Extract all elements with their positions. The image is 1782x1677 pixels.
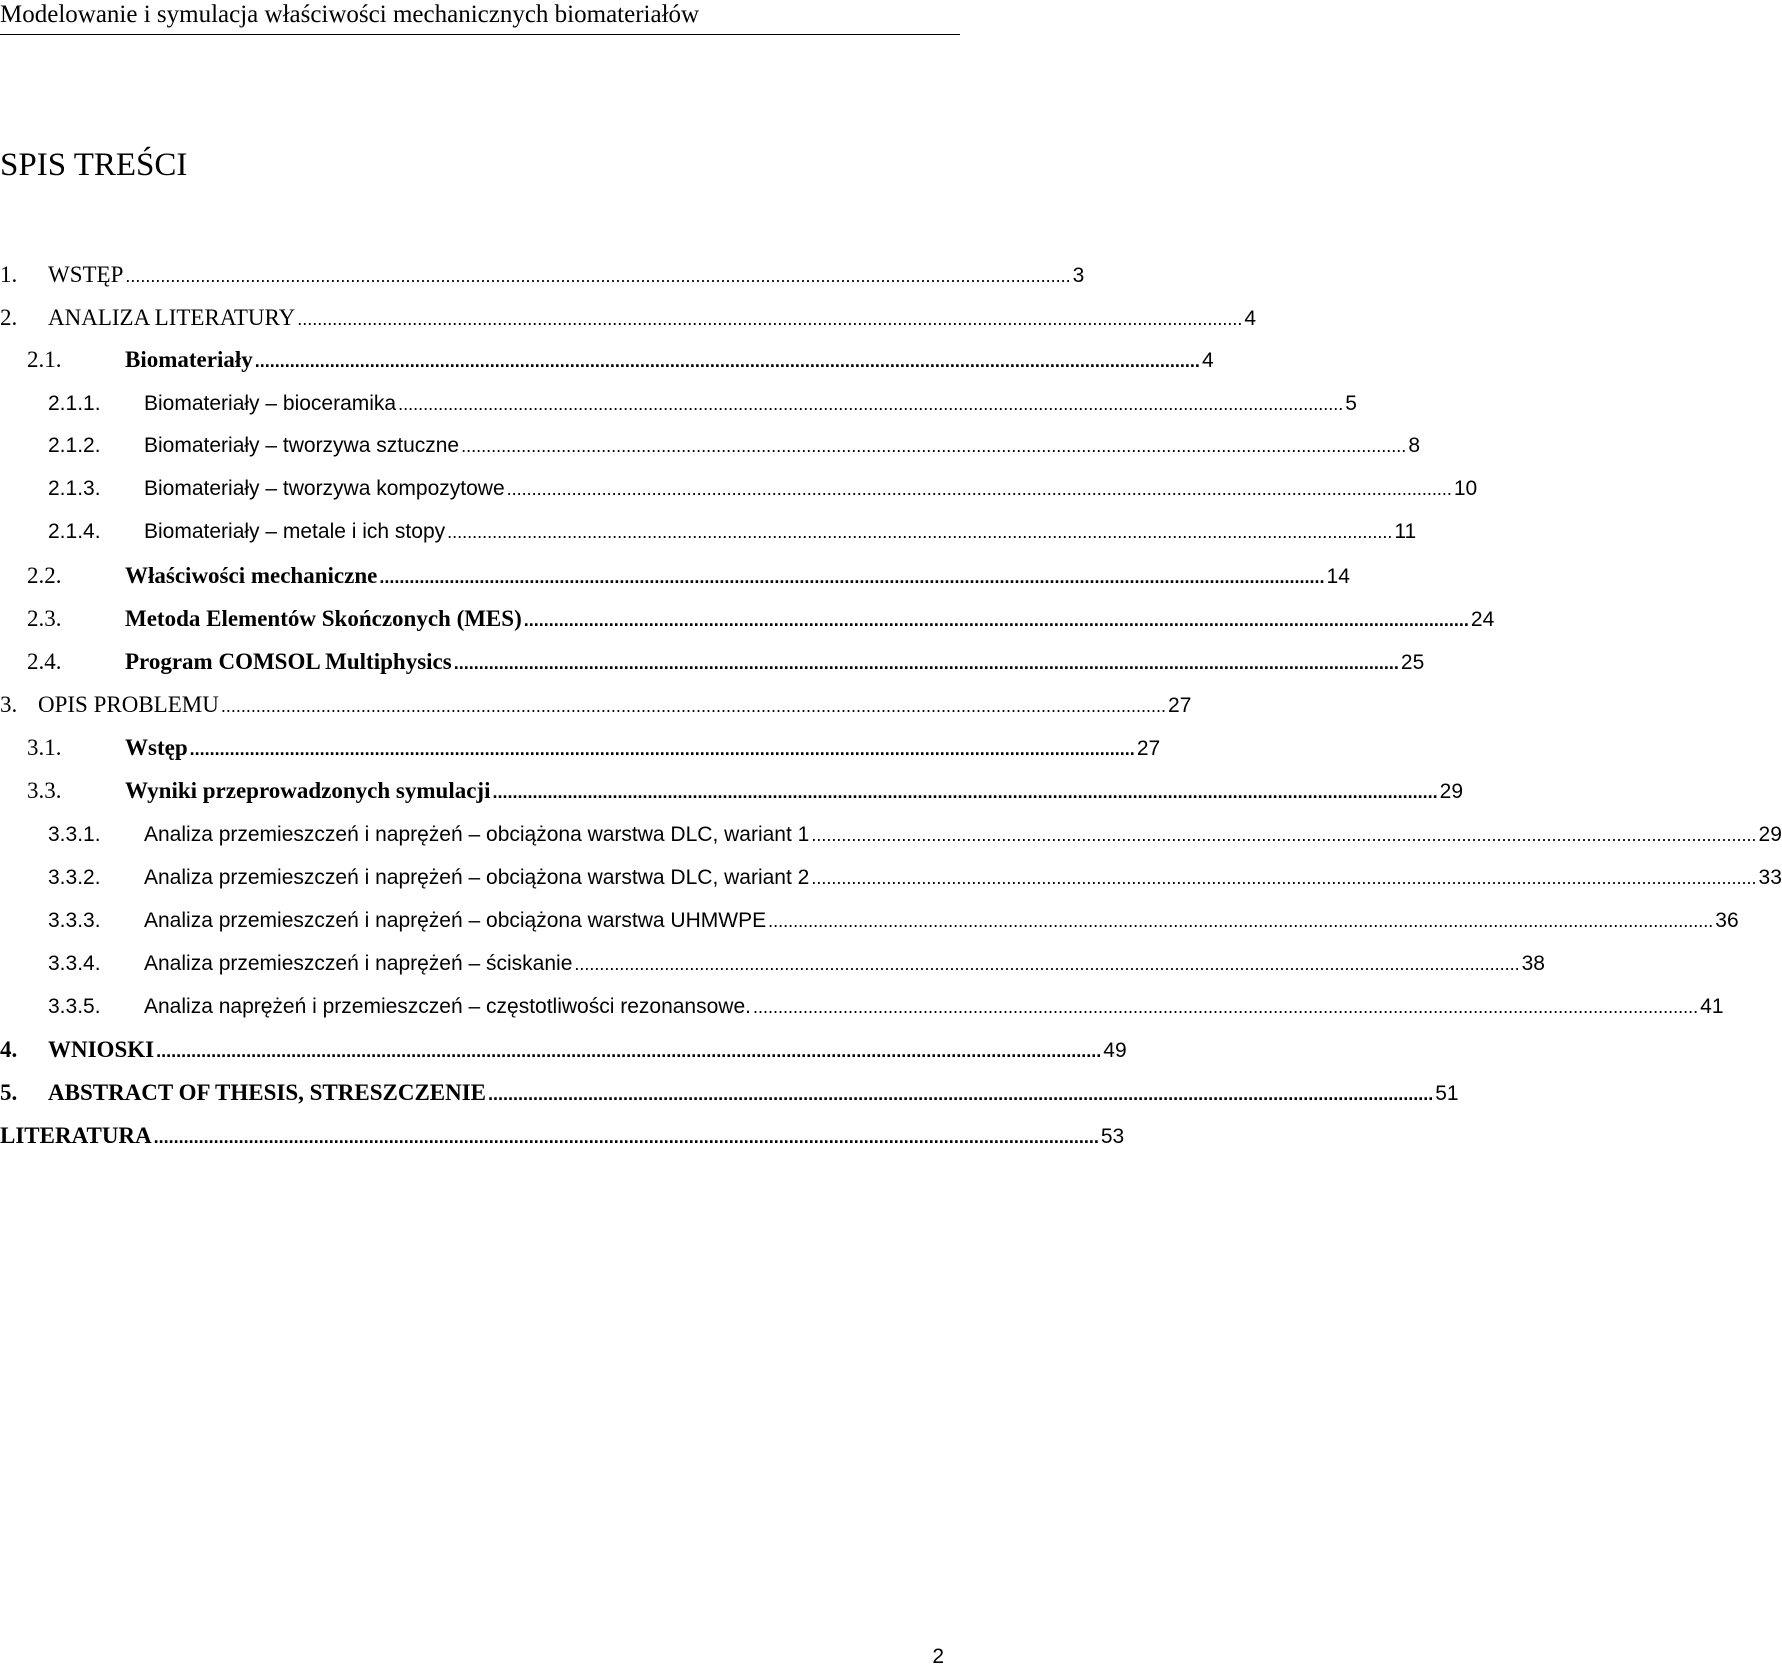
toc-entry-number: 3.: [0, 692, 18, 717]
toc-entry-label: ABSTRACT OF THESIS, STRESZCZENIE: [48, 1080, 487, 1105]
toc-leader-dots: .............................................................................................................................................................................................: [297, 309, 1243, 329]
toc-leader-dots: .............................................................................................................................................................................................: [153, 1127, 1099, 1147]
toc-entry-number: 2.1.2.: [48, 434, 101, 457]
toc-leader-dots: .............................................................................................................................................................................................: [811, 868, 1757, 888]
page-number: 2: [932, 1645, 944, 1668]
toc-entry-number: 1.: [0, 262, 18, 287]
toc-entry-label: LITERATURA: [0, 1123, 152, 1148]
toc-entry-page: 5: [1345, 392, 1357, 415]
toc-entry-wstep-3-1[interactable]: [0, 735, 1161, 765]
toc-entry-label: Analiza przemieszczeń i naprężeń – ściskanie: [144, 952, 573, 975]
toc-entry-label: OPIS PROBLEMU: [38, 692, 219, 717]
toc-entry-number: 2.3.: [27, 606, 62, 631]
toc-entry-page: 8: [1408, 434, 1420, 457]
toc-entry-number: 3.3.1.: [48, 823, 101, 846]
toc-entry-literatura[interactable]: [0, 1123, 1125, 1153]
toc-entry-comsol[interactable]: [0, 649, 1425, 679]
toc-entry-label: Biomateriały – bioceramika: [144, 392, 397, 415]
toc-entry-number: 3.3.5.: [48, 995, 101, 1018]
toc-entry-number: 3.3.: [27, 778, 62, 803]
toc-entry-page: 11: [1394, 520, 1417, 543]
toc-leader-dots: .............................................................................................................................................................................................: [492, 782, 1438, 802]
toc-leader-dots: .............................................................................................................................................................................................: [453, 653, 1399, 673]
toc-entry-page: 41: [1700, 995, 1724, 1018]
toc-entry-label: Metoda Elementów Skończonych (MES): [125, 606, 522, 631]
toc-entry-label: Biomateriały – tworzywa kompozytowe: [144, 477, 505, 500]
toc-entry-number: 2.4.: [27, 649, 62, 674]
toc-entry-number: 2.2.: [27, 563, 62, 588]
toc-leader-dots: .............................................................................................................................................................................................: [398, 394, 1344, 414]
toc-entry-page: 24: [1470, 608, 1495, 631]
toc-leader-dots: .............................................................................................................................................................................................: [506, 479, 1452, 499]
toc-entry-page: 3: [1072, 264, 1085, 287]
toc-entry-label: Biomateriały – metale i ich stopy: [144, 520, 446, 543]
toc-entry-label: Program COMSOL Multiphysics: [125, 649, 452, 674]
toc-entry-label: ANALIZA LITERATURY: [48, 305, 296, 330]
toc-leader-dots: .............................................................................................................................................................................................: [189, 739, 1135, 759]
toc-entry-label: WSTĘP: [48, 262, 124, 287]
header-divider: [0, 34, 960, 35]
toc-entry-number: 2.: [0, 305, 18, 330]
toc-entry-analiza-dlc-2[interactable]: [0, 866, 1782, 896]
toc-entry-page: 29: [1758, 823, 1782, 846]
running-header: Modelowanie i symulacja właściwości mechanicznych biomateriałów: [0, 1, 700, 28]
toc-entry-number: 3.3.4.: [48, 952, 101, 975]
toc-entry-number: 3.1.: [27, 735, 62, 760]
toc-entry-number: 2.1.4.: [48, 520, 101, 543]
toc-entry-page: 29: [1439, 780, 1464, 803]
toc-entry-label: Analiza przemieszczeń i naprężeń – obciążona warstwa DLC, wariant 1: [144, 823, 810, 846]
toc-entry-analiza-sciskanie[interactable]: [0, 952, 1545, 982]
toc-entry-wlasciwosci-mechaniczne[interactable]: [0, 563, 1350, 593]
toc-entry-page: 51: [1435, 1082, 1459, 1105]
toc-entry-label: Analiza naprężeń i przemieszczeń – częstotliwości rezonansowe.: [144, 995, 751, 1018]
toc-entry-label: Biomateriały – tworzywa sztuczne: [144, 434, 460, 457]
toc-entry-metale[interactable]: [0, 520, 1417, 550]
toc-entry-number: 2.1.: [27, 347, 62, 372]
toc-entry-number: 2.1.3.: [48, 477, 101, 500]
toc-entry-number: 5.: [0, 1080, 18, 1105]
toc-title: SPIS TREŚCI: [0, 147, 188, 183]
toc-entry-page: 14: [1326, 565, 1350, 588]
toc-entry-number: 4.: [0, 1037, 18, 1062]
toc-entry-number: 3.3.2.: [48, 866, 101, 889]
toc-leader-dots: .............................................................................................................................................................................................: [254, 351, 1200, 371]
toc-entry-page: 27: [1136, 737, 1161, 760]
toc-entry-label: Wyniki przeprowadzonych symulacji: [125, 778, 491, 803]
toc-entry-tworzywa-sztuczne[interactable]: [0, 434, 1420, 464]
toc-entry-opis-problemu[interactable]: [0, 692, 1192, 722]
toc-entry-wstep[interactable]: [0, 262, 1085, 292]
toc-leader-dots: .............................................................................................................................................................................................: [811, 825, 1757, 845]
toc-entry-page: 53: [1100, 1125, 1125, 1148]
toc-entry-analiza-dlc-1[interactable]: [0, 823, 1782, 853]
toc-entry-page: 49: [1103, 1039, 1127, 1062]
toc-entry-analiza-uhmwpe[interactable]: [0, 909, 1739, 939]
toc-leader-dots: .............................................................................................................................................................................................: [574, 954, 1520, 974]
toc-leader-dots: .............................................................................................................................................................................................: [379, 567, 1325, 587]
toc-leader-dots: .............................................................................................................................................................................................: [488, 1084, 1434, 1104]
toc-entry-analiza-rezonansowe[interactable]: [0, 995, 1724, 1025]
toc-leader-dots: .............................................................................................................................................................................................: [752, 997, 1699, 1017]
toc-entry-page: 4: [1244, 307, 1257, 330]
toc-entry-number: 3.3.3.: [48, 909, 101, 932]
toc-entry-page: 27: [1168, 694, 1192, 717]
toc-entry-label: Właściwości mechaniczne: [125, 563, 378, 588]
toc-leader-dots: .............................................................................................................................................................................................: [125, 266, 1071, 286]
toc-entry-number: 2.1.1.: [48, 392, 101, 415]
toc-entry-page: 25: [1400, 651, 1425, 674]
toc-entry-wyniki[interactable]: [0, 778, 1464, 808]
toc-entry-page: 4: [1201, 349, 1214, 372]
toc-entry-mes[interactable]: [0, 606, 1495, 636]
toc-leader-dots: .............................................................................................................................................................................................: [156, 1041, 1102, 1061]
toc-entry-label: Biomateriały: [125, 347, 253, 372]
toc-entry-page: 36: [1715, 909, 1739, 932]
toc-entry-bioceramika[interactable]: [0, 392, 1357, 422]
toc-entry-analiza-literatury[interactable]: [0, 305, 1257, 335]
toc-entry-page: 10: [1453, 477, 1478, 500]
toc-entry-biomaterialy[interactable]: [0, 347, 1214, 377]
toc-entry-label: WNIOSKI: [48, 1037, 155, 1062]
toc-leader-dots: .............................................................................................................................................................................................: [768, 911, 1714, 931]
toc-leader-dots: .............................................................................................................................................................................................: [461, 436, 1407, 456]
toc-entry-label: Analiza przemieszczeń i naprężeń – obciążona warstwa UHMWPE: [144, 909, 767, 932]
toc-leader-dots: .............................................................................................................................................................................................: [220, 696, 1167, 716]
toc-entry-wnioski[interactable]: [0, 1037, 1127, 1067]
toc-entry-abstract[interactable]: [0, 1080, 1459, 1110]
toc-leader-dots: .............................................................................................................................................................................................: [447, 522, 1393, 542]
toc-entry-page: 38: [1521, 952, 1545, 975]
toc-entry-label: Wstęp: [125, 735, 188, 760]
toc-entry-label: Analiza przemieszczeń i naprężeń – obciążona warstwa DLC, wariant 2: [144, 866, 810, 889]
toc-entry-tworzywa-kompozytowe[interactable]: [0, 477, 1478, 507]
toc-leader-dots: .............................................................................................................................................................................................: [523, 610, 1469, 630]
toc-entry-page: 33: [1758, 866, 1782, 889]
